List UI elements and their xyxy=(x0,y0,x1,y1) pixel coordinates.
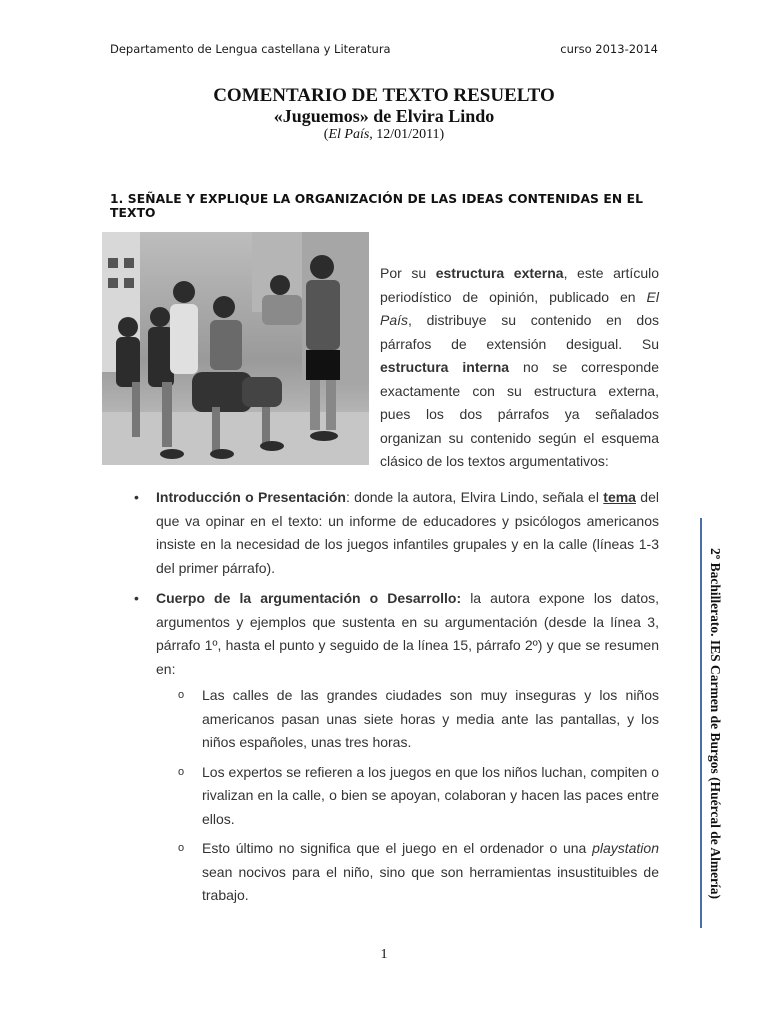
department-label: Departamento de Lengua castellana y Literatura xyxy=(110,42,391,56)
sub-bullet-list xyxy=(178,684,659,914)
children-playing-photo xyxy=(102,232,369,465)
source-newspaper: El País xyxy=(328,127,370,142)
section-heading: 1. SEÑALE Y EXPLIQUE LA ORGANIZACIÓN DE LAS IDEAS CONTENIDAS EN EL TEXTO xyxy=(110,192,644,220)
list-item xyxy=(178,837,659,908)
bullet-keyword: tema xyxy=(603,489,636,505)
intro-text-2: , este artículo periodístico de opinión, publicado en xyxy=(380,265,660,305)
page-header xyxy=(110,42,658,56)
side-divider xyxy=(700,518,702,928)
bullet-title: Introducción o Presentación xyxy=(156,489,346,505)
document-source xyxy=(0,126,768,144)
list-item xyxy=(134,587,659,681)
hollow-bullet-icon: o xyxy=(178,689,185,701)
source-date: , 12/01/2011) xyxy=(369,127,445,142)
bullet-title: Cuerpo de la argumentación o Desarrollo: xyxy=(156,590,462,606)
document-subtitle: «Juguemos» de Elvira Lindo xyxy=(273,106,495,126)
hollow-bullet-icon: o xyxy=(178,842,185,854)
subbullet-text: sean nocivos para el niño, sino que son herramientas insustituibles de trabajo. xyxy=(202,863,659,903)
hollow-bullet-icon: o xyxy=(178,765,185,778)
intro-italic-paper: El País xyxy=(380,288,659,328)
bullet-text: : donde la autora, Elvira Lindo, señala el xyxy=(345,489,604,505)
course-label: curso 2013-2014 xyxy=(560,42,658,56)
intro-text-3: , distribuye su contenido en dos párrafos de extensión desigual. Su xyxy=(380,312,659,352)
source-open: ( xyxy=(323,127,329,142)
list-item xyxy=(178,684,659,755)
bullet-text: la autora expone los datos, argumentos y ejemplos que sustenta en su argumentación (desde la línea 3, párrafo 1º, hasta el punto y seguido de la línea 15, párrafo 2º) y que se resumen en: xyxy=(156,590,659,677)
subbullet-text: Esto último no significa que el juego en el ordenador o una xyxy=(202,840,593,856)
list-item xyxy=(134,486,659,580)
bullet-icon: • xyxy=(134,489,139,505)
intro-text-1: Por su xyxy=(380,265,436,281)
main-bullet-list xyxy=(134,486,659,688)
bullet-icon: • xyxy=(134,590,139,606)
intro-bold-external: estructura externa xyxy=(435,265,564,281)
page-number: 1 xyxy=(380,947,388,962)
intro-text-4: no se corresponde exactamente con su estructura externa, pues los dos párrafos ya señalados organizan su contenido según el esquema clásico de los textos argumentativos: xyxy=(380,359,659,469)
intro-paragraph xyxy=(380,262,659,474)
intro-bold-internal: estructura interna xyxy=(380,359,510,375)
document-title-block xyxy=(0,86,768,144)
document-title: COMENTARIO DE TEXTO RESUELTO xyxy=(213,85,555,106)
subbullet-italic: playstation xyxy=(592,840,659,856)
subbullet-text: Las calles de las grandes ciudades son muy inseguras y los niños americanos pasan unas siete horas y media ante las pantallas, y los niños españoles, unas tres horas. xyxy=(202,687,659,750)
side-margin-label: 2º Bachillerato. IES Carmen de Burgos (Huércal de Almería) xyxy=(708,548,723,900)
subbullet-text: Los expertos se refieren a los juegos en que los niños luchan, compiten o rivalizan en la calle, o bien se apoyan, colaboran y hacen las paces entre ellos. xyxy=(202,763,659,827)
list-item xyxy=(178,761,659,832)
bullet-text: del que va opinar en el texto: un informe de educadores y psicólogos americanos insiste en la necesidad de los juegos infantiles grupales y en la calle (líneas 1-3 del primer párrafo). xyxy=(156,489,659,576)
